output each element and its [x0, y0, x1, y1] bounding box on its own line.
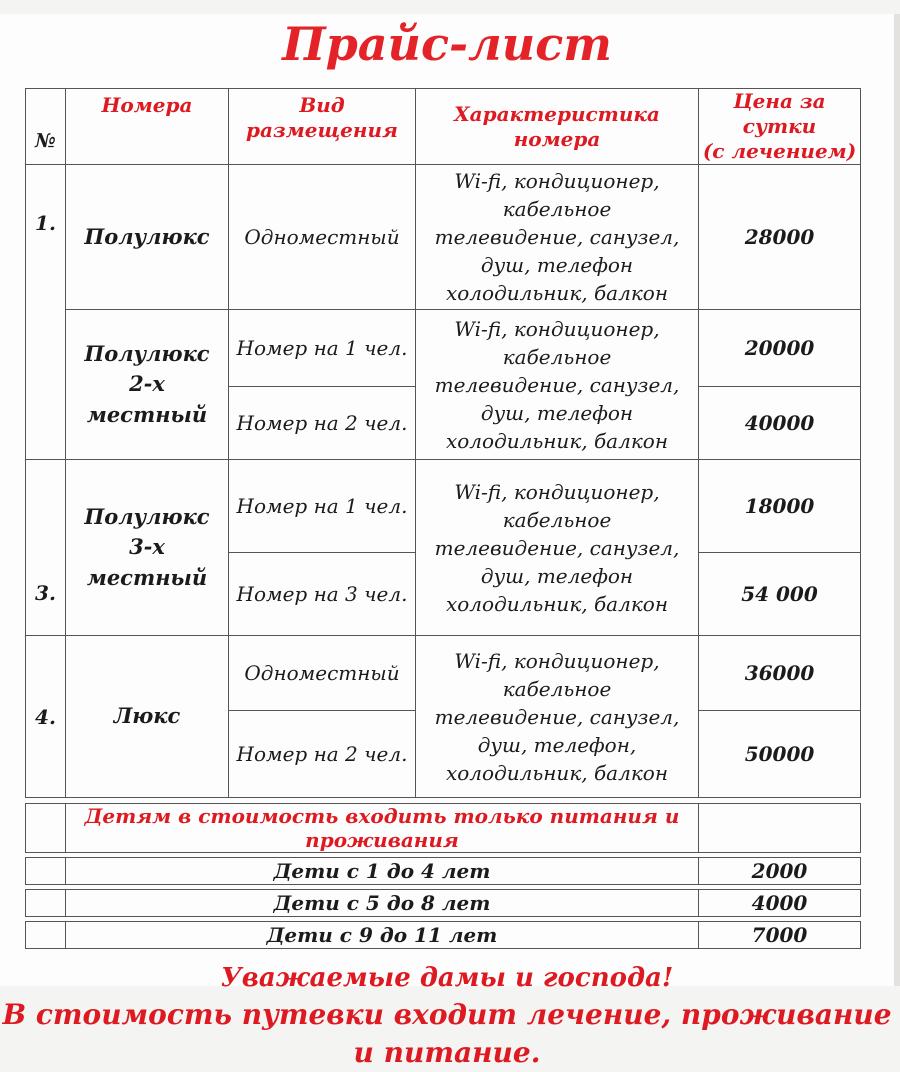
footer-included-note: В стоимость путевки входит лечение, проживание и питание. — [2, 998, 892, 1069]
price-list-page — [0, 14, 900, 1069]
col-header-features-line1: Характеристика — [454, 101, 660, 126]
price-poluluks-2-for2: 40000 — [699, 387, 861, 460]
table-row — [26, 310, 861, 387]
child-age-1-4-label: Дети с 1 до 4 лет — [66, 858, 699, 885]
col-header-price — [699, 89, 861, 165]
price-luks-for2: 50000 — [699, 711, 861, 798]
children-price-table-2 — [25, 889, 861, 917]
children-price-table-3 — [25, 921, 861, 949]
price-poluluks-3-for3: 54 000 — [699, 553, 861, 636]
placement-luks-for2: Номер на 2 чел. — [229, 711, 416, 798]
features-poluluks-2: Wi-fi, кондиционер, кабельное телевидение, санузел, душ, телефон холодильник, балкон — [416, 310, 699, 460]
blank-cell — [26, 804, 66, 853]
placement-poluluks-2-for2: Номер на 2 чел. — [229, 387, 416, 460]
row-number-4: 4. — [26, 636, 66, 798]
room-category-luks: Люкс — [66, 636, 229, 798]
blank-cell — [26, 890, 66, 917]
table-row — [26, 636, 861, 711]
children-note-table — [25, 803, 861, 853]
placement-poluluks-3-for3: Номер на 3 чел. — [229, 553, 416, 636]
footer-greeting: Уважаемые дамы и господа! — [220, 963, 674, 993]
child-age-9-11-label: Дети с 9 до 11 лет — [66, 922, 699, 949]
col-header-features — [416, 89, 699, 165]
blank-cell — [26, 922, 66, 949]
table-row — [26, 922, 861, 949]
header-row — [26, 89, 861, 165]
row-number-3: 3. — [26, 460, 66, 636]
col-header-placement: Вид размещения — [229, 89, 416, 165]
features-poluluks-3: Wi-fi, кондиционер, кабельное телевидение, санузел, душ, телефон холодильник, балкон — [416, 460, 699, 636]
placement-poluluks-single: Одноместный — [229, 165, 416, 310]
room-category-poluluks: Полулюкс — [66, 165, 229, 310]
col-header-rooms: Номера — [66, 89, 229, 165]
blank-cell — [26, 858, 66, 885]
children-note-text: Детям в стоимость входить только питания и проживания — [66, 804, 699, 853]
footer-message — [0, 961, 894, 1072]
table-row — [26, 890, 861, 917]
page-title: Прайс-лист — [282, 17, 612, 71]
col-header-price-line2: (с лечением) — [702, 139, 857, 163]
blank-cell — [699, 804, 861, 853]
placement-luks-single: Одноместный — [229, 636, 416, 711]
col-header-price-line1: Цена за сутки — [733, 89, 826, 138]
child-age-5-8-price: 4000 — [699, 890, 861, 917]
placement-poluluks-2-for1: Номер на 1 чел. — [229, 310, 416, 387]
table-row — [26, 858, 861, 885]
price-table — [25, 88, 861, 798]
table-row — [26, 460, 861, 553]
price-poluluks-3-for1: 18000 — [699, 460, 861, 553]
col-header-num: № — [26, 89, 66, 165]
features-poluluks: Wi-fi, кондиционер, кабельное телевидение, санузел, душ, телефон холодильник, балкон — [416, 165, 699, 310]
row-number-1: 1. — [26, 165, 66, 460]
room-category-poluluks-3: Полулюкс 3-х местный — [66, 460, 229, 636]
children-price-table-1 — [25, 857, 861, 885]
child-age-5-8-label: Дети с 5 до 8 лет — [66, 890, 699, 917]
child-age-9-11-price: 7000 — [699, 922, 861, 949]
features-luks: Wi-fi, кондиционер, кабельное телевидение, санузел, душ, телефон, холодильник, балкон — [416, 636, 699, 798]
table-row — [26, 165, 861, 310]
children-note-row — [26, 804, 861, 853]
child-age-1-4-price: 2000 — [699, 858, 861, 885]
price-poluluks-2-for1: 20000 — [699, 310, 861, 387]
col-header-features-line2: номера — [513, 126, 601, 151]
room-category-poluluks-2: Полулюкс 2-х местный — [66, 310, 229, 460]
placement-poluluks-3-for1: Номер на 1 чел. — [229, 460, 416, 553]
price-luks-single: 36000 — [699, 636, 861, 711]
price-poluluks-single: 28000 — [699, 165, 861, 310]
